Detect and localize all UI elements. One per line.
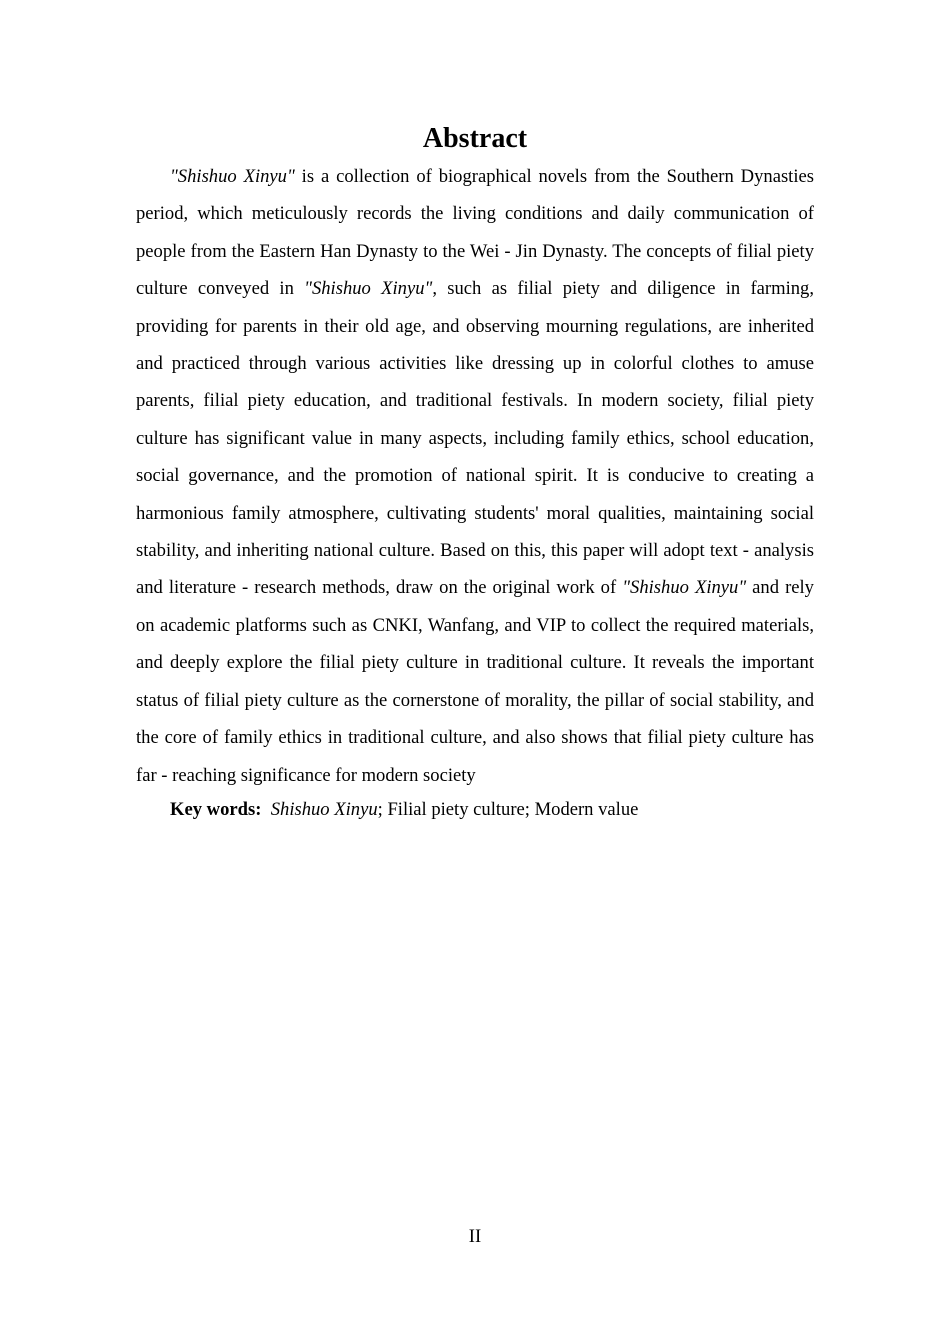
abstract-segment: and rely on academic platforms such as CNKI, Wanfang, and VIP to collect the required materials, and deeply explore the filial piety culture in traditional culture. It reveals the important status of filial piety culture as the cornerstone of morality, the pillar of social stability, and the core of family ethics in traditional culture, and also shows that filial piety culture has far - reaching significance for modern society [136, 577, 814, 786]
keywords-label: Key words: [170, 799, 262, 820]
abstract-title: Abstract [422, 123, 528, 154]
keyword-term-italic: Shishuo Xinyu [270, 799, 378, 820]
abstract-segment-italic: "Shishuo Xinyu" [304, 278, 433, 300]
abstract-segment-italic: "Shishuo Xinyu" [622, 577, 747, 599]
abstract-paragraph [136, 158, 814, 794]
abstract-segment: , such as filial piety and diligence in farming, providing for parents in their old age, and observing mourning regulations, are inherited and practiced through various activities like dressing up in colorful clothes to amuse parents, filial piety education, and traditional festivals. In modern society, filial piety culture has significant value in many aspects, including family ethics, school education, social governance, and the promotion of national spirit. It is conducive to creating a harmonious family atmosphere, cultivating students' moral qualities, maintaining social stability, and inheriting national culture. Based on this, this paper will adopt text - analysis and literature - research methods, draw on the original work of [136, 278, 814, 599]
page-number: II [468, 1226, 482, 1247]
keywords-rest: ; Filial piety culture; Modern value [377, 799, 639, 820]
keywords-line [170, 792, 814, 828]
abstract-segment: is a collection of biographical novels from the Southern Dynasties period, which meticulously records the living conditions and daily communication of people from the Eastern Han Dynasty to the Wei - Jin Dynasty. The concepts of filial piety culture conveyed in [136, 166, 815, 300]
abstract-segment-italic: "Shishuo Xinyu" [170, 166, 295, 187]
